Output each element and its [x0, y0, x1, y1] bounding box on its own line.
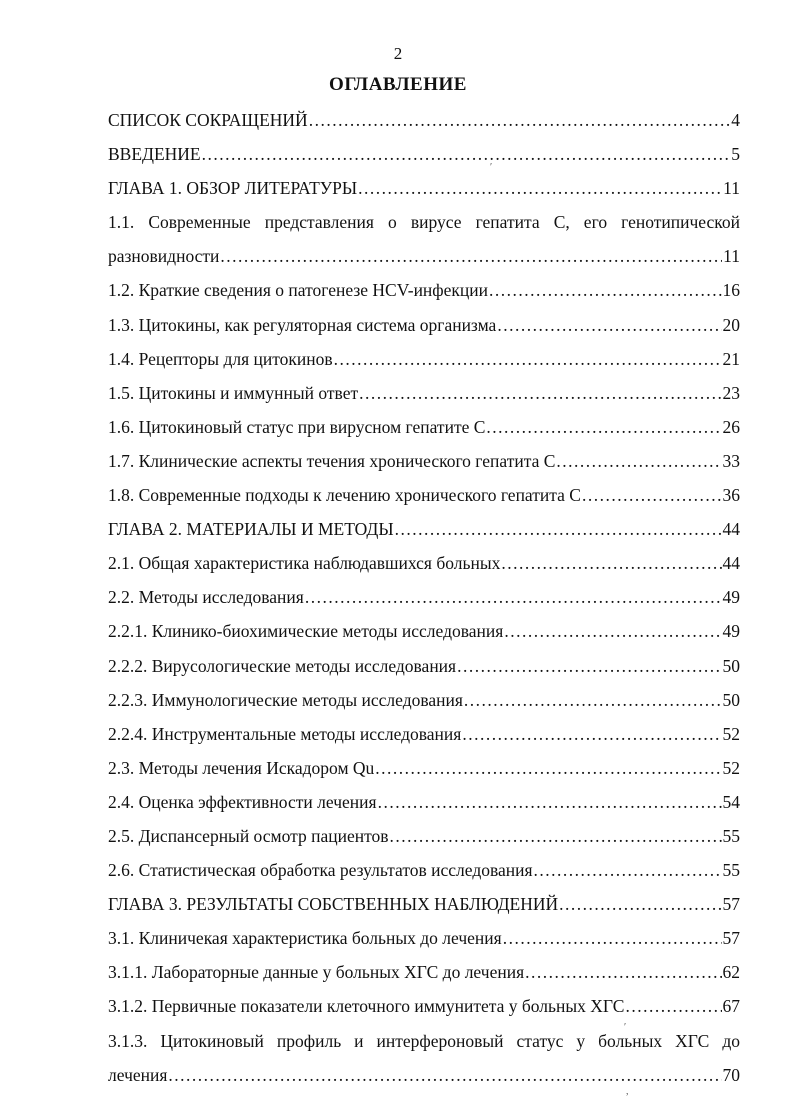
leader-dots — [625, 989, 721, 1023]
leader-dots — [202, 137, 731, 171]
toc-entry-label: 2.2.2. Вирусологические методы исследования — [108, 655, 457, 676]
toc-entry — [108, 1058, 740, 1092]
toc-entry-label: 1.7. Клинические аспекты течения хронического гепатита С — [108, 450, 556, 471]
leader-dots — [334, 342, 722, 376]
toc-entry — [108, 580, 740, 614]
toc-entry-page: 11 — [723, 178, 740, 199]
toc-entry-label: ГЛАВА 3. РЕЗУЛЬТАТЫ СОБСТВЕННЫХ НАБЛЮДЕНИЙ — [108, 894, 559, 915]
toc-entry-label: 2.2. Методы исследования — [108, 587, 304, 608]
toc-entry-page: 44 — [722, 553, 740, 574]
toc-entry-page: 44 — [722, 519, 740, 540]
toc-entry-page: 26 — [722, 416, 740, 437]
leader-dots — [220, 239, 722, 273]
leader-dots — [486, 410, 721, 444]
toc-entry — [108, 853, 740, 887]
toc-entry — [108, 376, 740, 410]
leader-dots — [457, 649, 721, 683]
toc-entry-page: 52 — [722, 757, 740, 778]
leader-dots — [378, 785, 722, 819]
toc-entry-label: 2.2.3. Иммунологические методы исследования — [108, 689, 463, 710]
scan-speck: , — [626, 1086, 629, 1097]
toc-entry-page: 11 — [723, 246, 740, 267]
toc-entry-label: 1.5. Цитокины и иммунный ответ — [108, 382, 359, 403]
toc-entry-label: 2.3. Методы лечения Искадором Qu — [108, 757, 375, 778]
toc-entry — [108, 785, 740, 819]
toc-entry-label: 1.6. Цитокиновый статус при вирусном гепатите С — [108, 416, 486, 437]
toc-entry — [108, 444, 740, 478]
toc-entry — [108, 171, 740, 205]
toc-entry — [108, 546, 740, 580]
toc-entry-label: 3.1.1. Лабораторные данные у больных ХГС до лечения — [108, 962, 525, 983]
toc-entry-page: 50 — [722, 655, 740, 676]
toc-entry — [108, 308, 740, 342]
leader-dots — [358, 171, 722, 205]
leader-dots — [501, 546, 721, 580]
toc-entry — [108, 921, 740, 955]
leader-dots — [464, 683, 722, 717]
leader-dots — [559, 887, 721, 921]
toc-entry-label: 3.1.2. Первичные показатели клеточного иммунитета у больных ХГС — [108, 996, 625, 1017]
leader-dots — [395, 512, 722, 546]
toc-entry — [108, 649, 740, 683]
toc-entry-label: 1.4. Рецепторы для цитокинов — [108, 348, 333, 369]
toc-entry-label: разновидности — [108, 246, 220, 267]
toc-entry-label: 1.3. Цитокины, как регуляторная система организма — [108, 314, 497, 335]
toc-entry-label: 1.2. Краткие сведения о патогенезе HCV-инфекции — [108, 280, 489, 301]
toc-entry-page: 57 — [722, 894, 740, 915]
toc-entry-page: 36 — [722, 485, 740, 506]
toc-entry — [108, 342, 740, 376]
toc-entry-label: лечения — [108, 1064, 168, 1085]
toc-entry-label: 2.1. Общая характеристика наблюдавшихся больных — [108, 553, 501, 574]
toc-entry — [108, 614, 740, 648]
toc-entry — [108, 751, 740, 785]
toc-entry — [108, 887, 740, 921]
toc-entry-page: 23 — [722, 382, 740, 403]
toc-entry-label: 1.1. Современные представления о вирусе гепатита С, его генотипической — [108, 212, 740, 233]
toc-entry-page: 67 — [722, 996, 740, 1017]
leader-dots — [359, 376, 721, 410]
toc-entry-page: 70 — [722, 1064, 740, 1085]
toc-entry — [108, 819, 740, 853]
toc-entry — [108, 512, 740, 546]
toc-entry-page: 16 — [722, 280, 740, 301]
page-number: 2 — [393, 44, 403, 63]
toc-entry-label: 3.1. Клиничекая характеристика больных до лечения — [108, 928, 502, 949]
scan-speck: ′ — [490, 162, 493, 173]
table-of-contents — [108, 103, 740, 1092]
toc-entry-page: 54 — [722, 791, 740, 812]
toc-entry-page: 49 — [722, 621, 740, 642]
leader-dots — [497, 308, 721, 342]
toc-entry-page: 4 — [731, 110, 740, 130]
leader-dots — [489, 273, 721, 307]
toc-entry-label: 1.8. Современные подходы к лечению хронического гепатита С — [108, 485, 581, 506]
toc-entry-label: 2.5. Диспансерный осмотр пациентов — [108, 825, 389, 846]
toc-entry-label: 2.2.1. Клинико-биохимические методы исследования — [108, 621, 504, 642]
leader-dots — [168, 1058, 721, 1092]
toc-entry-label: ГЛАВА 2. МАТЕРИАЛЫ И МЕТОДЫ — [108, 519, 394, 540]
toc-entry-page: 33 — [722, 450, 740, 471]
toc-entry-page: 57 — [722, 928, 740, 949]
toc-entry-label: 2.4. Оценка эффективности лечения — [108, 791, 377, 812]
leader-dots — [504, 614, 721, 648]
toc-entry — [108, 239, 740, 273]
toc-entry-label: ГЛАВА 1. ОБЗОР ЛИТЕРАТУРЫ — [108, 178, 358, 199]
page-title: ОГЛАВЛЕНИЕ — [329, 74, 467, 95]
toc-entry-page: 55 — [722, 860, 740, 881]
toc-entry — [108, 717, 740, 751]
leader-dots — [309, 103, 731, 137]
toc-entry-label: 2.6. Статистическая обработка результатов исследования — [108, 860, 533, 881]
toc-entry-page: 55 — [722, 825, 740, 846]
toc-entry — [108, 989, 740, 1023]
leader-dots — [534, 853, 722, 887]
toc-entry-page: 49 — [722, 587, 740, 608]
toc-entry — [108, 683, 740, 717]
toc-entry — [108, 103, 740, 137]
toc-entry-label: СПИСОК СОКРАЩЕНИЙ — [108, 110, 308, 130]
toc-entry — [108, 410, 740, 444]
toc-entry — [108, 273, 740, 307]
toc-entry — [108, 137, 740, 171]
toc-entry — [108, 478, 740, 512]
leader-dots — [390, 819, 722, 853]
toc-entry — [108, 205, 740, 239]
leader-dots — [462, 717, 721, 751]
toc-entry-page: 50 — [722, 689, 740, 710]
leader-dots — [525, 955, 721, 989]
toc-entry-page: 62 — [722, 962, 740, 983]
scan-speck: ′ — [624, 1022, 627, 1033]
toc-entry-page: 5 — [731, 144, 740, 165]
toc-entry-page: 21 — [722, 348, 740, 369]
toc-entry-label: ВВЕДЕНИЕ — [108, 144, 201, 165]
leader-dots — [582, 478, 722, 512]
toc-entry-page: 52 — [722, 723, 740, 744]
leader-dots — [305, 580, 722, 614]
leader-dots — [375, 751, 721, 785]
toc-entry — [108, 955, 740, 989]
toc-entry-page: 20 — [722, 314, 740, 335]
leader-dots — [503, 921, 722, 955]
toc-entry — [108, 1024, 740, 1058]
toc-entry-label: 3.1.3. Цитокиновый профиль и интерфероновый статус у больных ХГС до — [108, 1030, 740, 1051]
leader-dots — [556, 444, 721, 478]
toc-entry-label: 2.2.4. Инструментальные методы исследования — [108, 723, 462, 744]
